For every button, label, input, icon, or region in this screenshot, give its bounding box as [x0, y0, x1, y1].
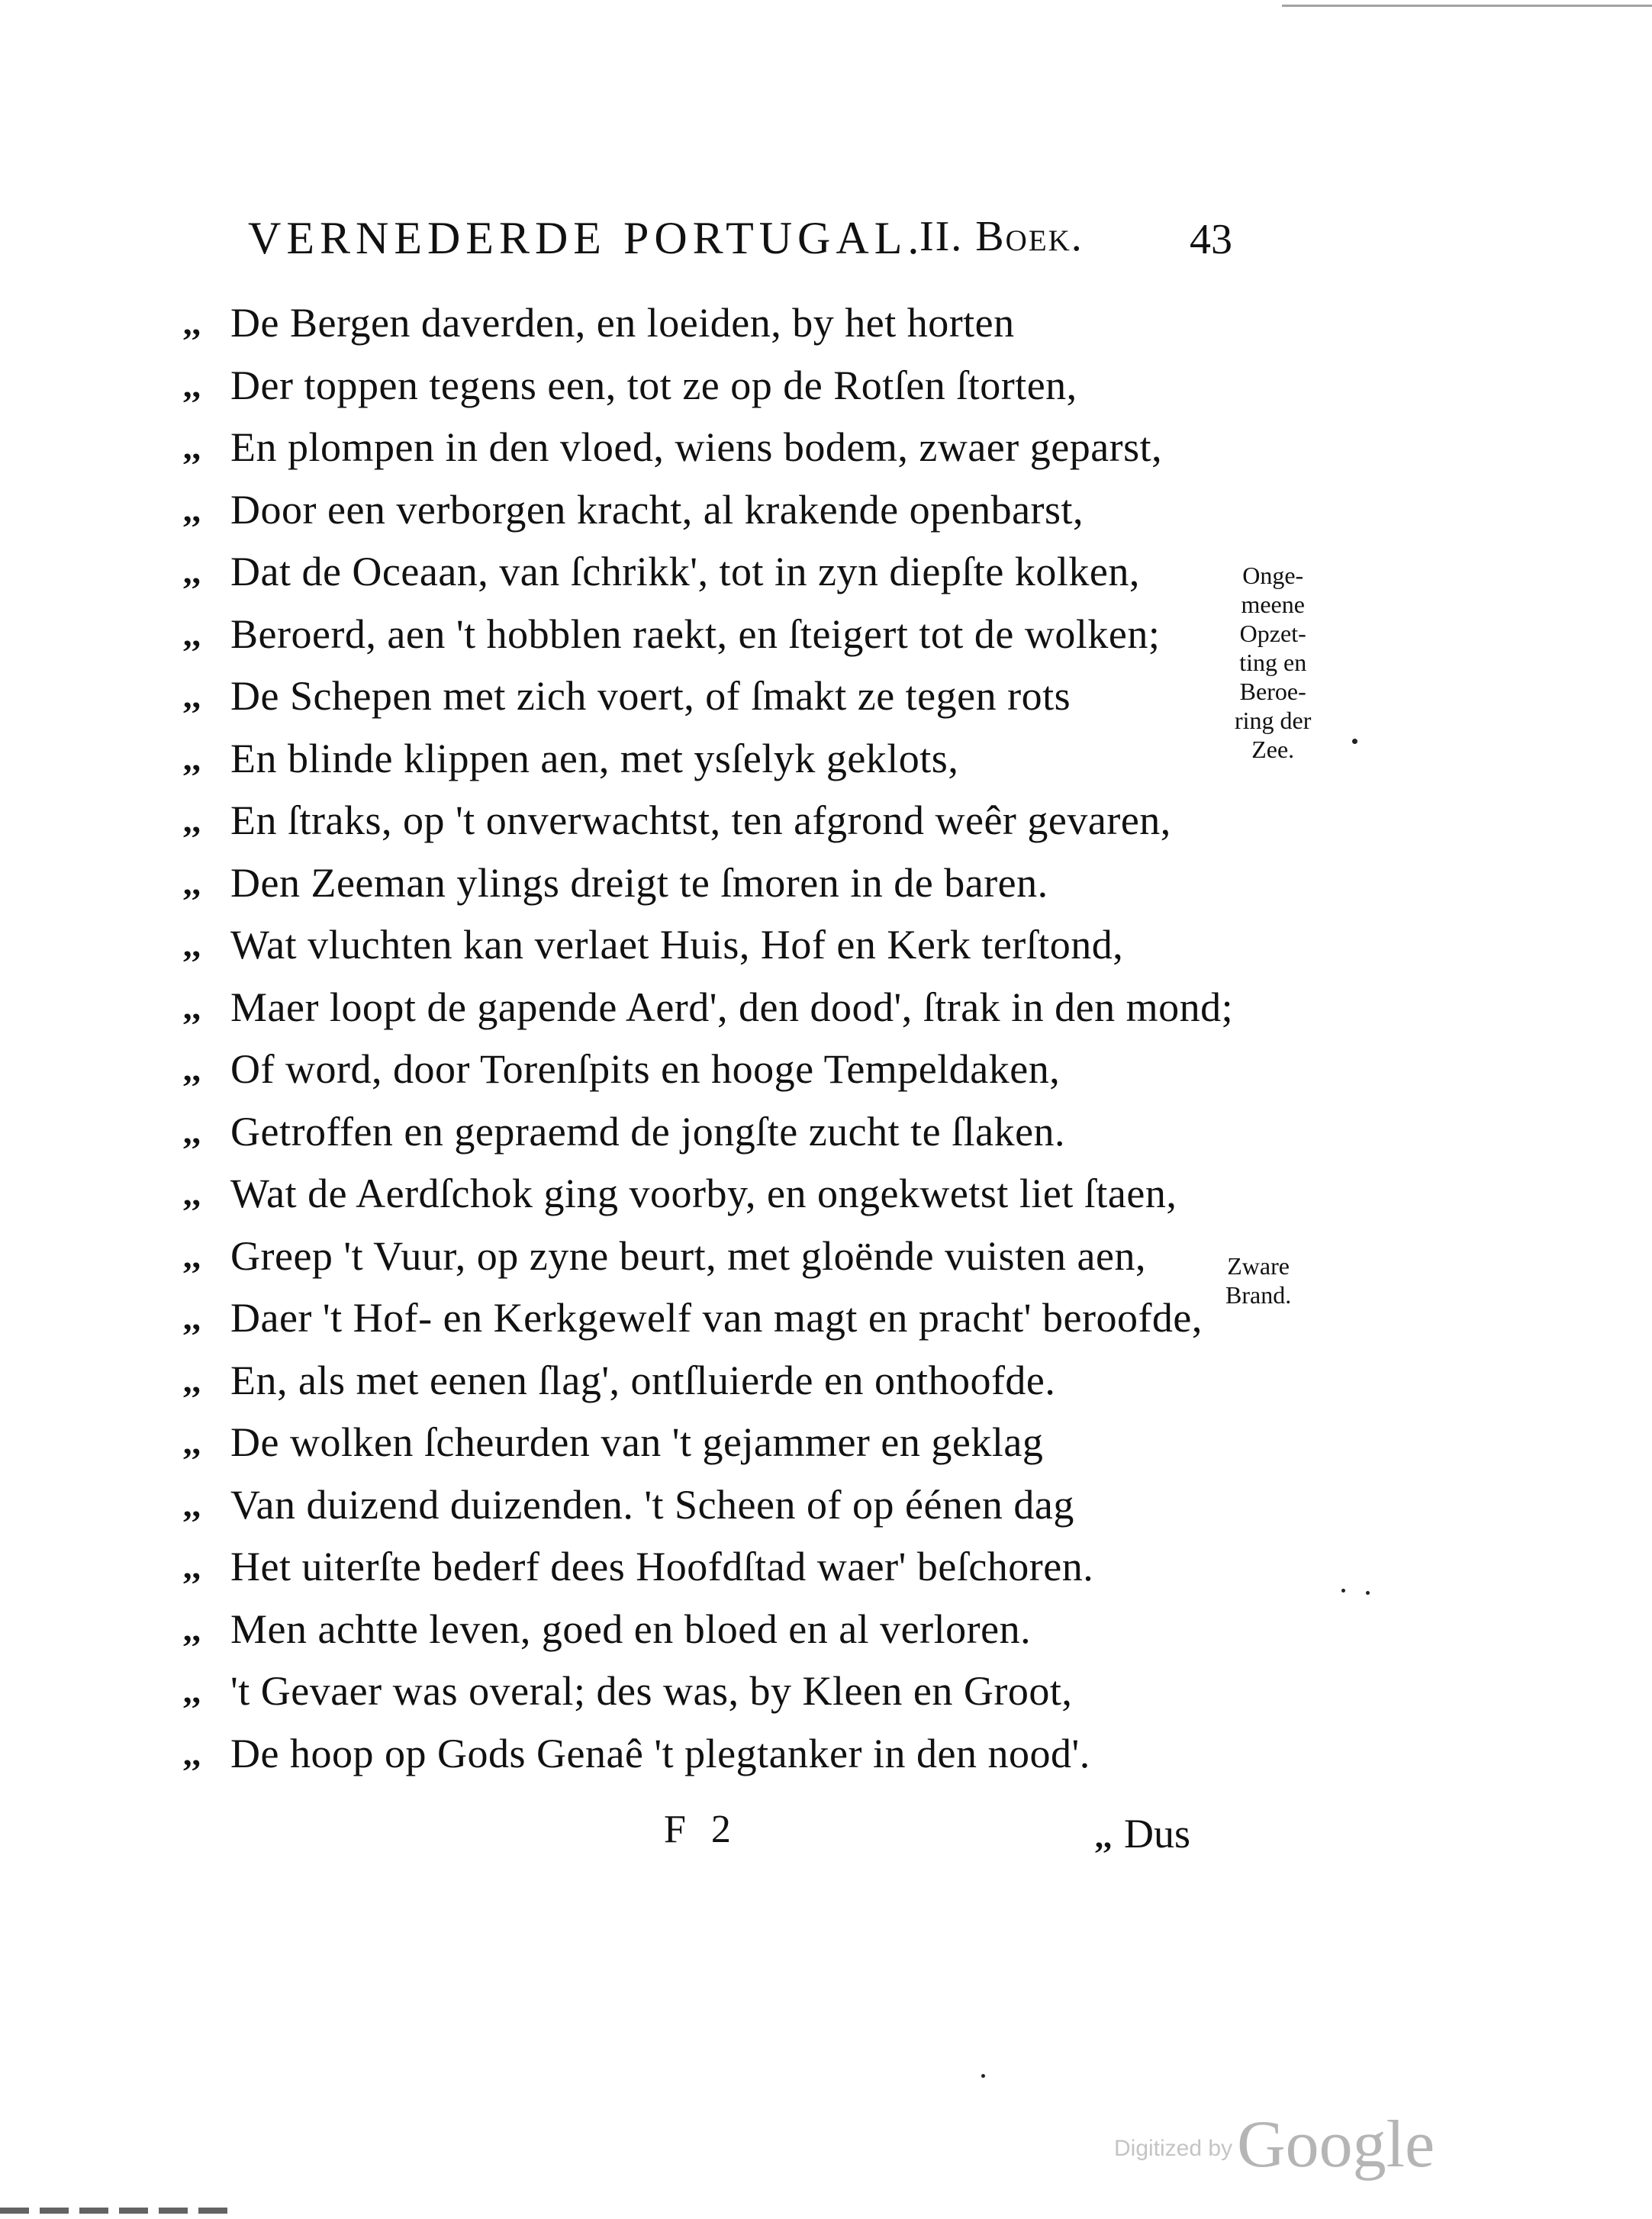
- speck: [1366, 1591, 1370, 1595]
- verse-line-text: En ſtraks, op 't onverwachtst, ten afgrond weêr gevaren,: [230, 797, 1171, 843]
- verse-quote-mark: ,,: [183, 1484, 201, 1524]
- page-number: 43: [1190, 216, 1232, 263]
- verse-line-text: Getroffen en gepraemd de jongſte zucht te ſlaken.: [230, 1108, 1066, 1155]
- verse-quote-mark: ,,: [183, 427, 201, 466]
- verse-line-text: En blinde klippen aen, met ysſelyk geklots,: [230, 735, 959, 781]
- running-head: [248, 212, 1232, 273]
- margin-note-line: ring der: [1235, 707, 1312, 734]
- margin-note-line: Beroe-: [1239, 678, 1306, 705]
- verse-line-text: De Schepen met zich voert, of ſmakt ze tegen rots: [230, 673, 1071, 719]
- margin-note-line: Opzet-: [1239, 620, 1306, 647]
- verse-quote-mark: ,,: [183, 1733, 201, 1773]
- verse-line-text: Van duizend duizenden. 't Scheen of op éénen dag: [230, 1481, 1074, 1528]
- verse-quote-mark: ,,: [183, 365, 201, 404]
- margin-note-fire: [1225, 1251, 1291, 1309]
- verse-quote-mark: ,,: [183, 1360, 201, 1399]
- speck: [981, 2074, 985, 2078]
- verse-line-text: 't Gevaer was overal; des was, by Kleen en Groot,: [230, 1668, 1073, 1714]
- verse-line-text: De Bergen daverden, en loeiden, by het horten: [230, 300, 1015, 346]
- verse-line-text: Beroerd, aen 't hobblen raekt, en ſteigert tot de wolken;: [230, 610, 1161, 657]
- verse-quote-mark: ,,: [183, 1298, 201, 1337]
- verse-quote-mark: ,,: [183, 1609, 201, 1648]
- verse-quote-mark: ,,: [183, 552, 201, 591]
- verse-quote-mark: ,,: [183, 1049, 201, 1088]
- verse-quote-mark: ,,: [183, 1671, 201, 1710]
- verse-line-text: Door een verborgen kracht, al krakende openbarst,: [230, 486, 1084, 533]
- speck: [1341, 1589, 1345, 1593]
- margin-note-line: Zware: [1227, 1252, 1290, 1280]
- verse-line-text: Den Zeeman ylings dreigt te ſmoren in de baren.: [230, 859, 1048, 906]
- running-head-title: VERNEDERDE PORTUGAL.: [248, 213, 925, 263]
- top-edge-rule: [1282, 5, 1652, 7]
- verse-quote-mark: ,,: [183, 489, 201, 529]
- catchword-quote: ,,: [1095, 1818, 1112, 1855]
- margin-note-line: Onge-: [1242, 562, 1304, 589]
- verse-quote-mark: ,,: [183, 1547, 201, 1586]
- verse-quote-mark: ,,: [183, 862, 201, 902]
- watermark-prefix: Digitized by: [1114, 2136, 1233, 2161]
- margin-note-line: ting en: [1239, 649, 1307, 676]
- signature-mark: F 2: [664, 1808, 739, 1851]
- running-head-book: II. Boek.: [919, 213, 1084, 260]
- verse-quote-mark: ,,: [183, 676, 201, 715]
- verse-line-text: Der toppen tegens een, tot ze op de Rotſen ſtorten,: [230, 362, 1077, 408]
- verse-line-text: Dat de Oceaan, van ſchrikk', tot in zyn diepſte kolken,: [230, 549, 1140, 594]
- verse-line-text: De hoop op Gods Genaê 't plegtanker in den nood'.: [230, 1730, 1090, 1776]
- verse-line-text: Wat de Aerdſchok ging voorby, en ongekwetst liet ſtaen,: [230, 1171, 1177, 1216]
- speck: [1352, 739, 1357, 744]
- verse-line-text: Of word, door Torenſpits en hooge Tempeldaken,: [230, 1046, 1061, 1092]
- verse-line-text: Maer loopt de gapende Aerd', den dood', ſtrak in den mond;: [230, 984, 1234, 1030]
- margin-note-line: Brand.: [1225, 1281, 1292, 1309]
- verse-line-text: De wolken ſcheurden van 't gejammer en geklag: [230, 1419, 1044, 1465]
- verse-line-text: Het uiterſte bederf dees Hoofdſtad waer' beſchoren.: [230, 1544, 1094, 1589]
- verse-quote-mark: ,,: [183, 800, 201, 839]
- verse-quote-mark: ,,: [183, 925, 201, 964]
- verse-quote-mark: ,,: [183, 738, 201, 778]
- google-logo: Google: [1237, 2108, 1435, 2182]
- margin-note-sea: [1235, 561, 1311, 764]
- verse-line-text: Men achtte leven, goed en bloed en al verloren.: [230, 1605, 1032, 1652]
- verse-line-text: En plompen in den vloed, wiens bodem, zwaer geparst,: [230, 424, 1163, 470]
- bottom-edge-strip: [0, 2208, 229, 2214]
- verse-line-text: Greep 't Vuur, op zyne beurt, met gloënde vuisten aen,: [230, 1232, 1146, 1279]
- verse-quote-mark: ,,: [183, 1174, 201, 1213]
- catchword: [1095, 1810, 1190, 1857]
- verse-quote-mark: ,,: [183, 614, 201, 653]
- margin-note-line: meene: [1241, 591, 1305, 618]
- margin-note-line: Zee.: [1251, 736, 1295, 763]
- verse-line-text: Wat vluchten kan verlaet Huis, Hof en Kerk terſtond,: [230, 922, 1124, 968]
- verse-quote-mark: ,,: [183, 1111, 201, 1151]
- catchword-text: Dus: [1124, 1811, 1191, 1857]
- verse-quote-mark: ,,: [183, 1235, 201, 1275]
- verse-line-text: En, als met eenen ſlag', ontſluierde en onthoofde.: [230, 1357, 1056, 1403]
- verse-quote-mark: ,,: [183, 303, 201, 342]
- verse-quote-mark: ,,: [183, 1422, 201, 1461]
- digitized-watermark: [1114, 2106, 1435, 2183]
- verse-line-text: Daer 't Hof- en Kerkgewelf van magt en pracht' beroofde,: [230, 1295, 1203, 1341]
- verse-quote-mark: ,,: [183, 987, 201, 1026]
